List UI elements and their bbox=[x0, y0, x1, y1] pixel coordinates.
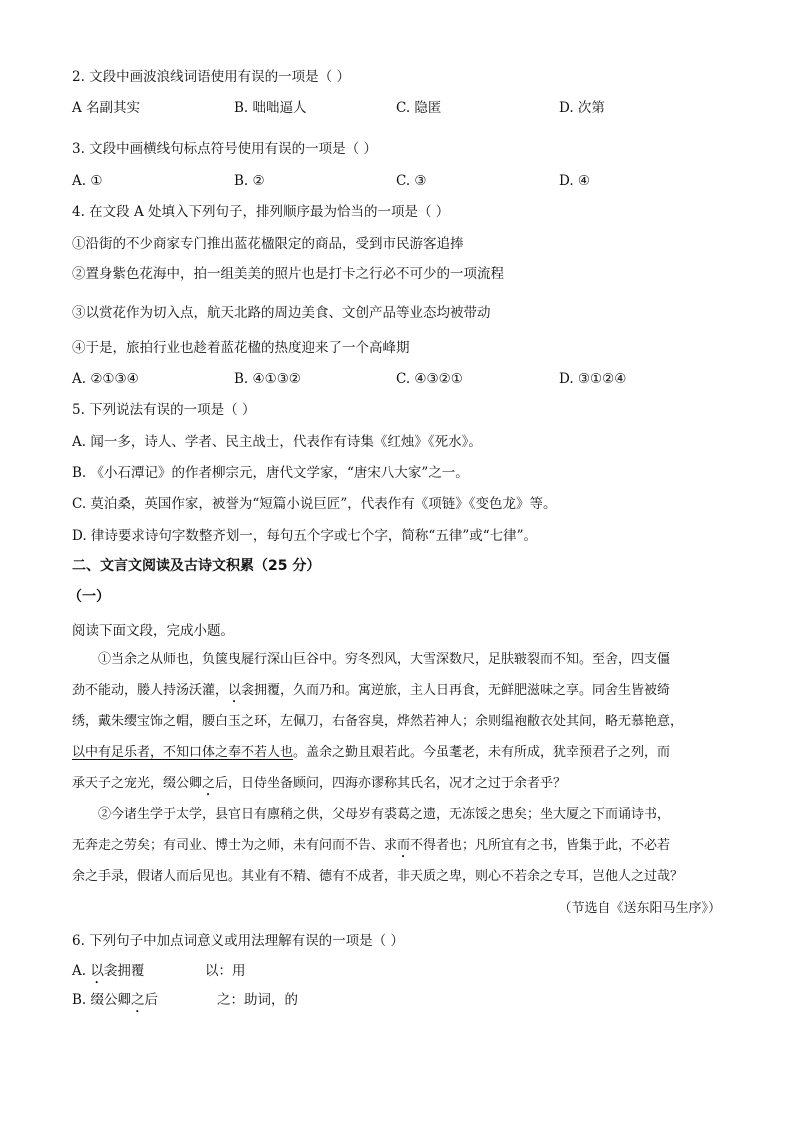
dotted-word: 之 bbox=[202, 776, 216, 791]
q3-option-a: A. ① bbox=[72, 173, 103, 189]
q6-option-a bbox=[72, 962, 144, 987]
text-run: 不得者也；凡所宜有之书，皆集于此，不必若 bbox=[410, 838, 671, 853]
q2-option-d: D. 次第 bbox=[559, 100, 605, 116]
q6-option-b-gloss: 之：助词，的 bbox=[217, 992, 298, 1008]
q4-sentence-4: ④于是，旅拍行业也趁着蓝花楹的热度迎来了一个高峰期 bbox=[72, 340, 410, 356]
text-run: 承天子之宠光，缀公卿 bbox=[72, 776, 203, 791]
option-label: B. bbox=[72, 992, 87, 1008]
section-title: 二、文言文阅读及古诗文积累（25 分） bbox=[72, 558, 321, 574]
passage-line bbox=[72, 675, 724, 706]
q4-option-c: C. ④③②① bbox=[396, 371, 463, 387]
passage-line: 绣，戴朱缨宝饰之帽，腰白玉之环，左佩刀，右备容臭，烨然若神人；余则缊袍敝衣处其间，略无慕艳意， bbox=[72, 714, 684, 729]
q4-sentence-1: ①沿街的不少商家专门推出蓝花楹限定的商品，受到市民游客追捧 bbox=[72, 236, 464, 252]
text-run: 无奔走之劳矣；有司业、博士为之师，未有问而不告、求 bbox=[72, 838, 398, 853]
q6-option-a-gloss: 以：用 bbox=[205, 963, 246, 979]
q3-stem: 3. 文段中画横线句标点符号使用有误的一项是（ ） bbox=[72, 141, 377, 157]
q4-stem: 4. 在文段 A 处填入下列句子，排列顺序最为恰当的一项是（ ） bbox=[72, 204, 450, 220]
passage-source: （节选自《送东阳马生序》） bbox=[558, 901, 721, 916]
passage-line: ②今诸生学于太学，县官日有廪稍之供，父母岁有裘葛之遗，无冻馁之患矣；坐大厦之下而诵诗书， bbox=[98, 807, 671, 822]
q5-stem: 5. 下列说法有误的一项是（ ） bbox=[72, 402, 256, 418]
q2-stem: 2. 文段中画波浪线词语使用有误的一项是（ ） bbox=[72, 69, 350, 85]
q4-option-d: D. ③①②④ bbox=[559, 371, 627, 387]
reading-instruction: 阅读下面文段，完成小题。 bbox=[72, 623, 234, 639]
q5-option-b: B. 《小石潭记》的作者柳宗元，唐代文学家，“唐宋八大家”之一。 bbox=[72, 465, 469, 481]
q2-option-a: A 名副其实 bbox=[72, 100, 141, 116]
text-run: 衾拥覆，久而乃和。寓逆旅，主人日再食，无鲜肥滋味之享。同舍生皆被绮 bbox=[241, 683, 671, 698]
passage-line bbox=[72, 737, 724, 768]
dotted-word: 而 bbox=[397, 838, 411, 853]
q6-option-b bbox=[72, 991, 158, 1016]
dotted-word: 以 bbox=[228, 683, 242, 698]
q4-option-b: B. ④①③② bbox=[234, 371, 301, 387]
q4-sentence-3: ③以赏花作为切入点，航天北路的周边美食、文创产品等业态均被带动 bbox=[72, 305, 491, 321]
q2-option-b: B. 咄咄逼人 bbox=[234, 100, 307, 116]
text-run: 缀公卿 bbox=[90, 992, 132, 1008]
q5-option-a: A. 闻一多，诗人、学者、民主战士，代表作有诗集《红烛》《死水》。 bbox=[72, 434, 482, 450]
underlined-sentence: 以中有足乐者，不知口体之奉不若人也 bbox=[72, 745, 294, 760]
q5-option-c: C. 莫泊桑，英国作家，被誉为“短篇小说巨匠”，代表作有《项链》《变色龙》等。 bbox=[72, 496, 557, 512]
passage-line bbox=[72, 768, 724, 799]
q3-option-c: C. ③ bbox=[396, 173, 427, 189]
q3-option-d: D. ④ bbox=[559, 173, 591, 189]
passage-line: ①当余之从师也，负箧曳屣行深山巨谷中。穷冬烈风，大雪深数尺，足肤皲裂而不知。至舍，四支僵 bbox=[98, 652, 671, 667]
text-run: 劲不能动，媵人持汤沃灌， bbox=[72, 683, 229, 698]
option-label: A. bbox=[72, 963, 87, 979]
text-run: 后，日侍坐备顾问，四海亦谬称其氏名，况才之过于余者乎？ bbox=[215, 776, 567, 791]
q5-option-d: D. 律诗要求诗句字数整齐划一，每句五个字或七个字，简称“五律”或“七律”。 bbox=[72, 528, 538, 544]
q2-option-c: C. 隐匿 bbox=[396, 100, 442, 116]
classical-passage bbox=[72, 644, 724, 892]
text-run: 。盖余之勤且艰若此。今虽耄老，未有所成，犹幸预君子之列，而 bbox=[293, 745, 671, 760]
q6-stem: 6. 下列句子中加点词意义或用法理解有误的一项是（ ） bbox=[72, 933, 404, 949]
q3-option-b: B. ② bbox=[234, 173, 265, 189]
q4-sentence-2: ②置身紫色花海中，拍一组美美的照片也是打卡之行必不可少的一项流程 bbox=[72, 266, 504, 282]
q4-option-a: A. ②①③④ bbox=[72, 371, 139, 387]
text-run: 后 bbox=[144, 992, 159, 1008]
dotted-word: 以 bbox=[90, 963, 104, 979]
text-run: 衾拥覆 bbox=[103, 963, 145, 979]
section-subtitle: （一） bbox=[68, 589, 110, 605]
passage-line bbox=[72, 830, 724, 861]
passage-line: 余之手录，假诸人而后见也。其业有不精、德有不成者，非天质之卑，则心不若余之专耳，岂他人之过哉？ bbox=[72, 869, 684, 884]
dotted-word: 之 bbox=[131, 992, 145, 1008]
